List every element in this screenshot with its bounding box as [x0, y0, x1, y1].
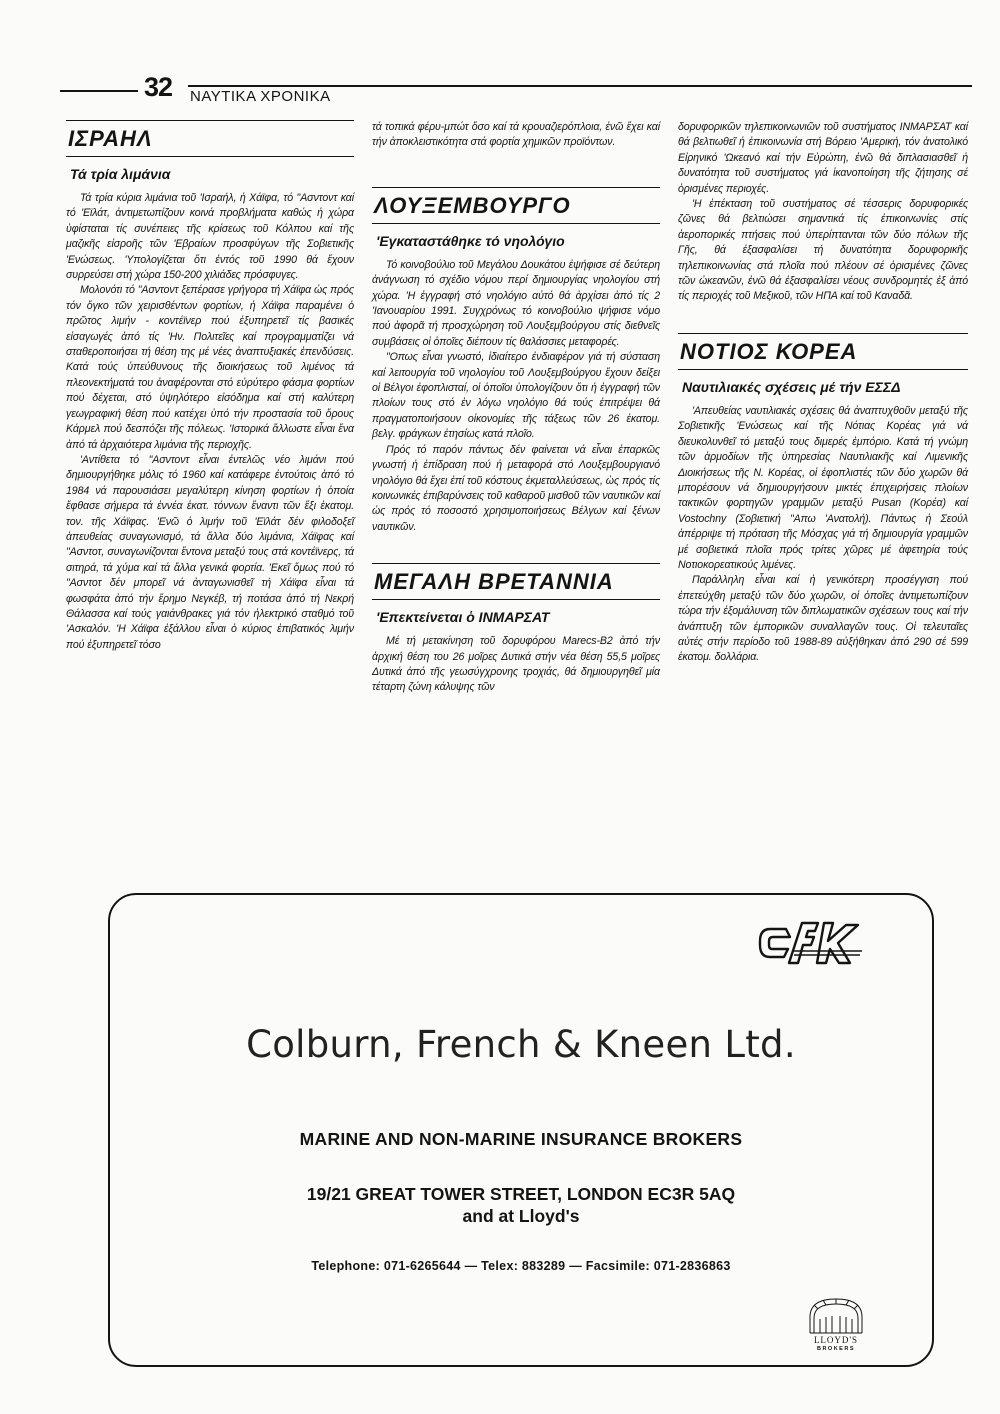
korea-paragraph-2: Παράλληλη εἶναι καί ἡ γενικότερη προσέγγιση πού ἐπετεύχθη μεταξύ τῶν δύο χωρῶν, οἱ ὁποῖες ἀντιμετωπίζουν τώρα τήν ἐξομάλυνση τῶν διπλωματικῶν σχέσεων τους καί τήν ἀνάπτυξη τῶν ἐμπορικῶν συναλλαγῶν τους. Οἱ τελευταῖες αὐτές στήν περίοδο τοῦ 1988-89 αὐξήθηκαν ἀπό 290 σέ 599 ἑκατομ. δολλάρια. — [678, 574, 968, 664]
lloyds-sub: BROKERS — [816, 1346, 855, 1352]
header-rule-left — [60, 90, 138, 92]
israel-heading: ΙΣΡΑΗΛ — [68, 126, 153, 151]
page-number: 32 — [144, 72, 173, 102]
luxembourg-paragraph-2: "Οπως εἶναι γνωστό, ἰδιαίτερο ἐνδιαφέρον γιά τή σύσταση καί λειτουργία τοῦ νηολογίου τοῦ Λουξεμβούργου ἔχουν δείξει οἱ Βέλγοι ἐφοπλισταί, οἱ ὁποῖοι ὑπολογίζουν ὅτι ἡ ἐγγραφή τῶν πλοίων τους στό ἐν λόγω νηολόγιο θά τούς ἐπιτρέψει θά πραγματοποιήσουν οἰκονομίες τῆς τάξεως τῶν 26 ἑκατομ. βελγ. φράγκων ἐτησίως κατά πλοῖο. — [372, 351, 660, 441]
company-tagline: MARINE AND NON-MARINE INSURANCE BROKERS — [299, 1129, 743, 1149]
israel-subheading: Τά τρία λιμάνια — [70, 166, 171, 182]
column-3 — [678, 120, 968, 666]
column-1 — [66, 120, 354, 653]
britain-continued-2: 'Η ἐπέκταση τοῦ συστήματος σέ τέσσερις δορυφορικές ζῶνες θά βελτιώσει σημαντικά τίς ἐπικοινωνίες στίς ἀεροπορικές πτήσεις πού ὑπερίπτανται τῶν δύο πόλων τῆς Γῆς, θά ἐξασφαλίσει τή δυνατότητα δορυφορικῆς τηλεπικοινωνίας στά πλοῖα πού πλέουν σέ ὁρισμένες ζῶνες τῶν ὠκεανῶν, ἐνῶ θά ἐξασφαλίσει νέους συνδρομητές ἐξ ἀπό τίς περιοχές τοῦ Μεξικοῦ, τῶν ΗΠΑ καί τοῦ Καναδᾶ. — [678, 198, 968, 303]
contact-line: Telephone: 071-6265644 — Telex: 883289 — Facsimile: 071-2836863 — [311, 1259, 731, 1273]
section-rule — [66, 156, 354, 157]
korea-heading: ΝΟΤΙΟΣ ΚΟΡΕΑ — [680, 338, 858, 364]
section-rule — [372, 187, 660, 188]
section-rule — [678, 333, 968, 334]
britain-subheading: 'Επεκτείνεται ὁ ΙΝΜΑΡΣΑΤ — [376, 609, 550, 626]
header-rule-right — [188, 85, 972, 87]
address-line-1: 19/21 GREAT TOWER STREET, LONDON EC3R 5AQ — [306, 1184, 736, 1204]
advertisement — [108, 893, 934, 1367]
israel-paragraph-3: 'Αντίθετα τό "Ασντοντ εἶναι ἐντελῶς νέο λιμάνι πού δημιουργήθηκε μόλις τό 1960 καί κατάφερε ἐντούτοις ἀπό τό 1984 νά παρουσιάσει μεγαλύτερη κίνηση φορτίων ἡ ὁποία ἔφθασε σήμερα τά ἐννέα ἑκατ. τόννων ἔναντι τῶν ἕξι ἑκατομ. τον. τῆς Χάϊφας. 'Ενῶ ὁ λιμήν τοῦ 'Εϊλάτ δέν φιλοδοξεῖ ἀπευθείας συναγωνισμό, τά ἄλλα δύο λιμάνια, Χάϊφας καί "Ασντοτ, συναγωνίζονται ἔντονα μεταξύ τους στά κοντέϊνερς, τά σιτηρά, τά χύμα καί τά ἄλλα γενικά φορτία. 'Εκεῖ ὅμως πού τό "Ασντοτ δέν μπορεῖ νά ἀνταγωνισθεῖ τή Χάϊφα εἶναι τά φωσφάτα ἀπό τήν ἔρημο Νεγκέβ, τή ποτάσα ἀπό τή Νεκρή Θάλασσα καί τούς γαιάνθρακες γιά τόν ἠλεκτρικό σταθμό τοῦ 'Ασκαλόν. 'Η Χάϊφα ἐξάλλου εἶναι ὁ κύριος ἐπιβατικός λιμήν πού ἐξυπηρετεῖ τόσο — [66, 453, 354, 651]
israel-paragraph-2: Μολονότι τό "Ασντοντ ξεπέρασε γρήγορα τή Χάϊφα ὡς πρός τόν ὄγκο τῶν χειρισθέντων φορτίων, ἡ Χάϊφα παραμένει ὁ πρῶτος λιμήν - κοντέϊνερ πού ἐξυπηρετεῖ τίς βασικές εἰσαγωγές ἀπό τίς 'Ην. Πολιτεῖες καί προγραμματίζει νά σταθεροποιήσει τή θέση της μέ νέες ἀναπτυξιακές ἐπενδύσεις. Κατά τούς ὑπεύθυνους τῆς διοικήσεως τοῦ λιμένος τά πλεονεκτήματά του ἀναφέρονται στό εὐρύτερο φάσμα φορτίων πού δέχεται, στό ὑψηλότερο εἰσόδημα καί στή καλύτερη γεωγραφική θέση πού κατέχει ὑπό τήν προστασία τοῦ ὄρους Κάρμελ πού δεσπόζει τῆς πόλεως. 'Ιστορικά ἄλλωστε εἶναι ἕνα ἀπό τά ἀρχαιότερα λιμάνια τῆς περιοχῆς. — [66, 284, 354, 451]
section-rule — [678, 369, 968, 370]
britain-paragraph-1: Μέ τή μετακίνηση τοῦ δορυφόρου Marecs-B2 ἀπό τήν ἀρχική θέση του 26 μοῖρες Δυτικά στήν νέα θέση 55,5 μοῖρες Δυτικά ἀπό τῆς γεωσύγχρονης τροχιάς, θά δημιουργηθεῖ μία τέταρτη ζώνη κάλυψης τῶν — [372, 635, 660, 694]
luxembourg-heading: ΛΟΥΞΕΜΒΟΥΡΓΟ — [374, 192, 571, 218]
section-rule — [372, 599, 660, 600]
address-line-2: and at Lloyd's — [462, 1206, 580, 1226]
luxembourg-paragraph-1: Τό κοινοβούλιο τοῦ Μεγάλου Δουκάτου ἐψήφισε σέ δεύτερη ἀνάγνωση τό σχέδιο νόμου περί δημιουργίας νηολογίου στή χώρα. 'Η ἐγγραφή στό νηολόγιο αὐτό θά ἀρχίσει ἀπό τίς 2 'Ιανουαρίου 1991. Συγχρόνως τό κοινοβούλιο ψήφισε νόμο πού ἀφορᾶ τή προσχώρηση τοῦ Λουξεμβούργου στίς διεθνεῖς συμβάσεις οἱ ὁποῖες διέπουν τίς θαλάσσιες μεταφορές. — [372, 258, 660, 348]
britain-continued-1: δορυφορικῶν τηλεπικοινωνιῶν τοῦ συστήματος ΙΝΜΑΡΣΑΤ καί θά βελτιωθεῖ ἡ ἐπικοινωνία στή Βόρειο 'Αμερική, τόν ἀνατολικό Εἰρηνικό 'Ωκεανό καί τήν Εὐρώπη, ἐνῶ θά διπλασιασθεῖ ἡ δυνατότητα τοῦ συστήματος γιά ἱκανοποίηση τῆς ζήτησης σέ ὁρισμένες περιοχές. — [678, 121, 968, 195]
britain-heading: ΜΕΓΑΛΗ ΒΡΕΤΑΝΝΙΑ — [374, 569, 614, 595]
company-address — [110, 1183, 932, 1227]
page-header — [60, 72, 972, 108]
section-rule — [66, 120, 354, 121]
israel-continued: τά τοπικά φέρυ-μπώτ ὅσο καί τά κρουαζιερόπλοια, ἐνῶ ἔχει καί τήν ἀποκλειστικότητα στά φορτία χημικῶν προϊόντων. — [372, 121, 660, 149]
luxembourg-subheading: 'Εγκαταστάθηκε τό νηολόγιο — [376, 232, 565, 249]
cfk-logo — [756, 915, 866, 971]
israel-paragraph-1: Τά τρία κύρια λιμάνια τοῦ 'Ισραήλ, ἡ Χάϊφα, τό "Ασντοντ καί τό 'Εϊλάτ, ἀντιμετωπίζουν κοινά προβλήματα καθώς ἡ χώρα ὑφίσταται τίς συνέπειες τῆς κρίσεως τοῦ Κόλπου καί τῆς μαζικῆς εἰσροῆς τῶν 'Εβραίων προσφύγων τῆς Σοβιετικῆς 'Ενώσεως. 'Υπολογίζεται ὅτι ἐντός τοῦ 1990 θά ἔχουν συρρεύσει στή χώρα 150-200 χιλιάδες πρόσφυγες. — [66, 192, 354, 282]
publication-title: ΝΑΥΤΙΚΑ ΧΡΟΝΙΚΑ — [190, 88, 331, 105]
korea-paragraph-1: 'Απευθείας ναυτιλιακές σχέσεις θά ἀναπτυχθοῦν μεταξύ τῆς Σοβιετικῆς 'Ενώσεως καί τῆς Νότιας Κορέας γιά νά διευκολυνθεῖ τό μεταξύ τους διμερές ἐμπόριο. Κατά τή γνώμη τῶν ἁρμοδίων τῆς ὑπηρεσίας Ναυτιλιακῆς καί Λιμενικῆς Διοικήσεως τῆς Ν. Κορέας, οἱ ἐφοπλιστές τῶν δύο χωρῶν θά μπορέσουν νά δημιουργήσουν μικτές ἐπιχειρήσεις πλοίων τακτικῶν φορτηγῶν γραμμῶν μεταξύ Pusan (Κορέα) καί Vostochny (Σοβιετική "Απω 'Ανατολή). Πάντως ἡ Σεούλ ἀπέρριψε τή πρόταση τῆς Μόσχας γιά τή δημιουργία γραμμῶν μέ σοβιετικά πλοῖα πρός τρίτες χῶρες μέ ἀφετηρία τούς Νοτιοκορεατικούς λιμένες. — [678, 404, 968, 571]
company-name: Colburn, French & Kneen Ltd. — [246, 1023, 796, 1066]
luxembourg-paragraph-3: Πρός τό παρόν πάντως δέν φαίνεται νά εἶναι ἐπαρκῶς γνωστή ἡ ἐπίδραση πού ἡ μεταφορά στό Λουξεμβουργιανό νηολόγιο θά ἔχει ἐπί τοῦ κόστους ἐκμεταλλεύσεως, ὡς πρός τίς κοινωνικές ἐπιβαρύνσεις τοῦ καθαροῦ μισθοῦ τῶν ναυτικῶν καί ὡς πρός τό ποσοστό χρησιμοποιήσεως Βέλγων καί ξένων ναυτικῶν. — [372, 443, 660, 533]
column-2 — [372, 120, 660, 696]
korea-subheading: Ναυτιλιακές σχέσεις μέ τήν ΕΣΣΔ — [682, 378, 901, 395]
lloyds-name: LLOYD'S — [813, 1335, 859, 1345]
section-rule — [372, 223, 660, 224]
section-rule — [372, 563, 660, 564]
lloyds-brokers-logo — [796, 1295, 876, 1357]
lloyds-arch-icon — [796, 1295, 876, 1335]
